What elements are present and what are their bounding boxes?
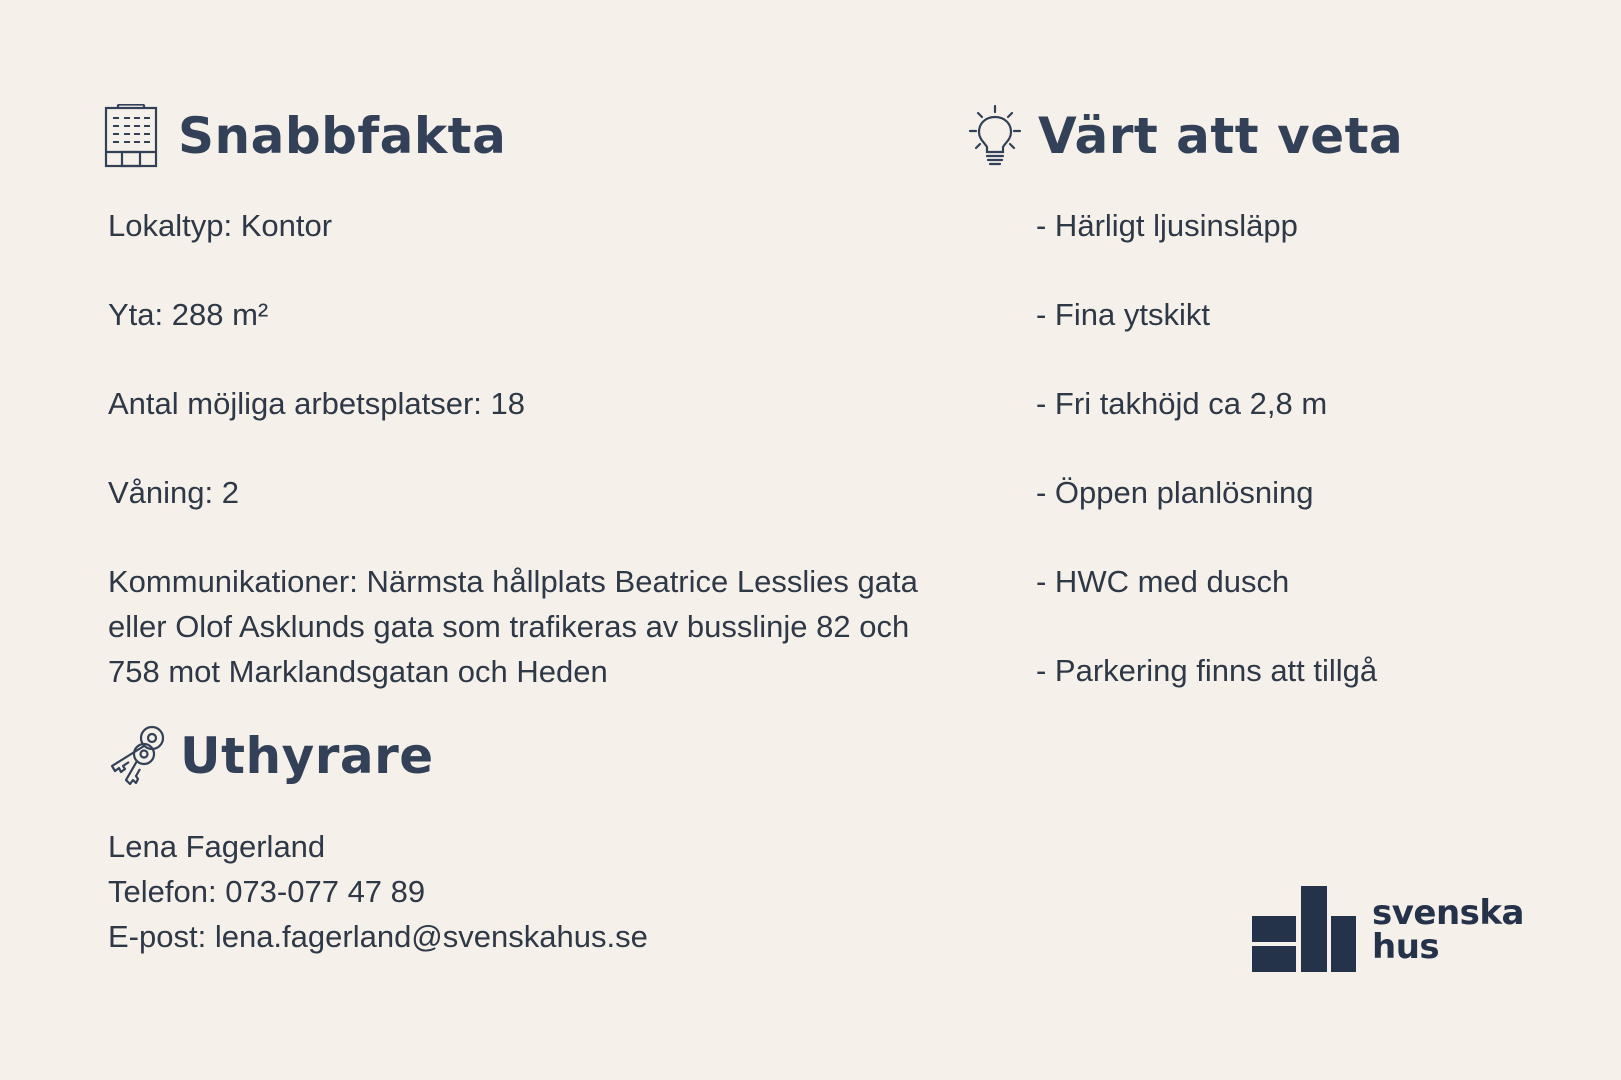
keys-icon	[104, 724, 166, 788]
good-to-know-item: - HWC med dusch	[1036, 564, 1290, 599]
svenska-hus-logo-mark	[1252, 886, 1356, 974]
good-to-know-item: - Parkering finns att tillgå	[1036, 653, 1378, 688]
logo-line-2: hus	[1372, 927, 1440, 967]
landlord-heading	[104, 724, 434, 788]
fact-yta: Yta: 288 m²	[108, 297, 269, 332]
svenska-hus-logo-text	[1372, 893, 1524, 967]
lightbulb-icon	[966, 104, 1024, 168]
fact-arbetsplatser: Antal möjliga arbetsplatser: 18	[108, 386, 526, 421]
fact-vaning: Våning: 2	[108, 475, 239, 510]
landlord-email[interactable]: E-post: lena.fagerland@svenskahus.se	[108, 919, 648, 954]
landlord-title: Uthyrare	[180, 727, 434, 785]
good-to-know-item: - Fina ytskikt	[1036, 297, 1210, 332]
building-icon	[104, 104, 158, 168]
landlord-phone[interactable]: Telefon: 073-077 47 89	[108, 874, 426, 909]
quick-facts-heading	[104, 104, 506, 168]
quick-facts-title: Snabbfakta	[178, 107, 507, 165]
svenska-hus-logo	[1252, 886, 1524, 974]
good-to-know-item: - Härligt ljusinsläpp	[1036, 208, 1298, 243]
landlord-name: Lena Fagerland	[108, 829, 326, 864]
good-to-know-title: Värt att veta	[1038, 107, 1404, 165]
good-to-know-heading	[966, 104, 1403, 168]
good-to-know-item: - Öppen planlösning	[1036, 475, 1314, 510]
logo-line-1: svenska	[1372, 893, 1524, 933]
fact-kommunikationer: Kommunikationer: Närmsta hållplats Beatrice Lesslies gata eller Olof Asklunds gata som trafikeras av busslinje 82 och 758 mot Marklandsgatan och Heden	[108, 564, 918, 689]
fact-lokaltyp: Lokaltyp: Kontor	[108, 208, 333, 243]
good-to-know-item: - Fri takhöjd ca 2,8 m	[1036, 386, 1328, 421]
